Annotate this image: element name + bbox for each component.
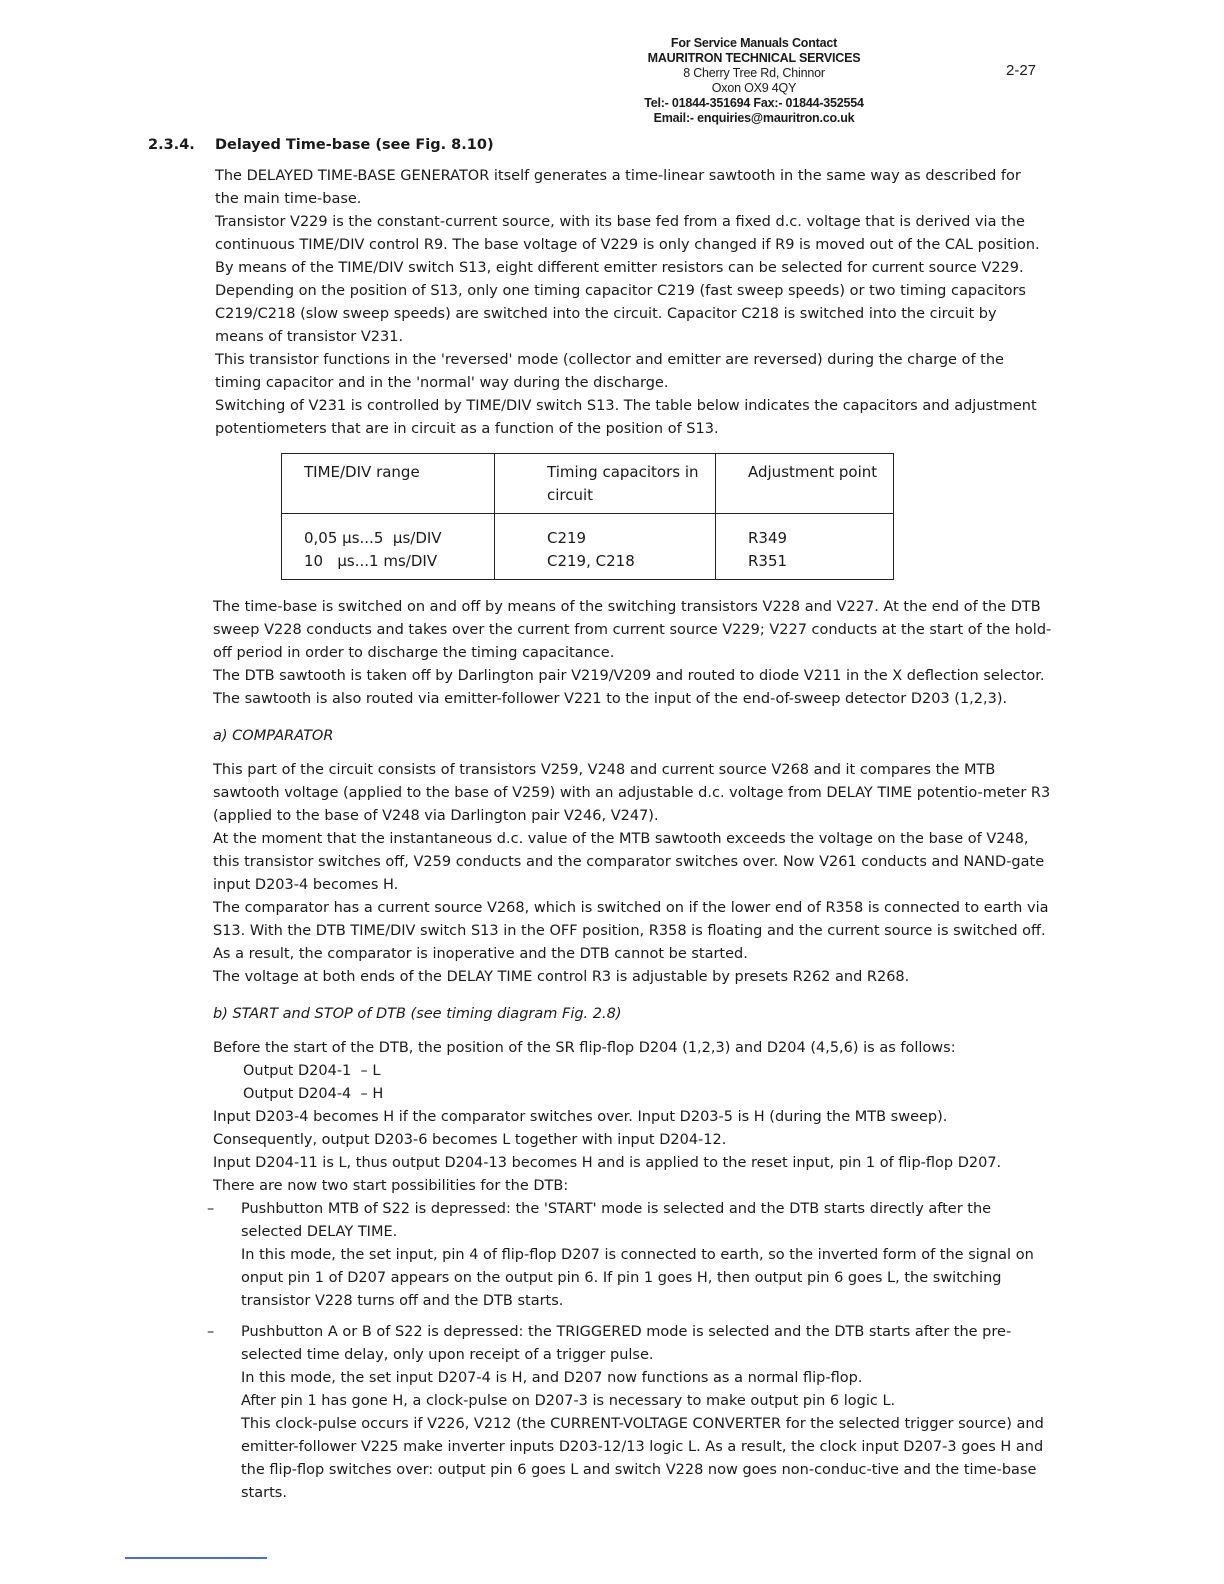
paragraph: The time-base is switched on and off by means of the switching transistors V228 and V227. At the end of the DTB sweep V228 conducts and takes over the current from current source V229; V227 conducts at the start of the hold-off period in order to discharge the timing capacitance. [213, 599, 1052, 661]
main-text [207, 596, 1053, 1505]
table-row [282, 514, 894, 580]
bullet-text: This clock-pulse occurs if V226, V212 (the CURRENT-VOLTAGE CONVERTER for the selected trigger source) and emitter-follower V225 make inverter inputs D203-12/13 logic L. As a result, the clock input D207-3 goes H and the flip-flop switches over: output pin 6 goes L and switch V228 now goes non-conduc-tive and the time-base starts. [241, 1416, 1044, 1501]
header-phone-fax: Tel:- 01844-351694 Fax:- 01844-352554 [644, 96, 864, 110]
bullet-text: Pushbutton MTB of S22 is depressed: the 'START' mode is selected and the DTB starts directly after the selected DELAY TIME. [241, 1201, 992, 1240]
contact-header [620, 36, 888, 126]
comparator-heading: a) COMPARATOR [213, 728, 334, 744]
table-cell: C219 [547, 529, 587, 547]
paragraph: The DTB sawtooth is taken off by Darlington pair V219/V209 and routed to diode V211 in the X deflection selector. The sawtooth is also routed via emitter-follower V221 to the input of the end-of-sweep detector D203 (1,2,3). [213, 668, 1045, 707]
section-title: Delayed Time-base (see Fig. 8.10) [215, 137, 494, 153]
output-line: Output D204-4 – H [243, 1086, 384, 1102]
bullet-dash: – [207, 1201, 215, 1217]
bullet-text: After pin 1 has gone H, a clock-pulse on D207-3 is necessary to make output pin 6 logic L. [241, 1393, 896, 1409]
paragraph: Input D203-4 becomes H if the comparator switches over. Input D203-5 is H (during the MTB sweep). [213, 1109, 948, 1125]
table-header-row [282, 454, 894, 514]
paragraph: The DELAYED TIME-BASE GENERATOR itself generates a time-linear sawtooth in the same way as described for the main time-base. [215, 168, 1021, 207]
bullet-text: In this mode, the set input, pin 4 of flip-flop D207 is connected to earth, so the inverted form of the signal on onput pin 1 of D207 appears on the output pin 6. If pin 1 goes H, then output pin 6 goes L, the switching transistor V228 turns off and the DTB starts. [241, 1247, 1034, 1309]
header-address-town: Oxon OX9 4QY [711, 81, 797, 95]
intro-text [215, 165, 1045, 441]
paragraph: At the moment that the instantaneous d.c. value of the MTB sawtooth exceeds the voltage on the base of V248, this transistor switches off, V259 conducts and the comparator switches over. Now V261 conducts and NAND-gate input D203-4 becomes H. [213, 831, 1045, 893]
paragraph: Consequently, output D203-6 becomes L together with input D204-12. [213, 1132, 727, 1148]
footnote-rule [125, 1557, 267, 1559]
list-item [207, 1321, 1053, 1505]
paragraph: This part of the circuit consists of transistors V259, V248 and current source V268 and it compares the MTB sawtooth voltage (applied to the base of V259) with an adjustable d.c. voltage from DELAY TIME potentio-meter R3 (applied to the base of V248 via Darlington pair V246, V247). [213, 762, 1051, 824]
bullet-dash: – [207, 1324, 215, 1340]
header-address-street: 8 Cherry Tree Rd, Chinnor [683, 66, 825, 80]
section-number: 2.3.4. [148, 137, 195, 153]
table-cell-group [495, 514, 716, 580]
output-line: Output D204-1 – L [243, 1063, 381, 1079]
table-cell: R349 [748, 529, 788, 547]
header-line: For Service Manuals Contact [670, 36, 838, 50]
header-company: MAURITRON TECHNICAL SERVICES [647, 51, 861, 65]
table-header-cell: Timing capacitors in circuit [495, 454, 716, 514]
paragraph: Input D204-11 is L, thus output D204-13 becomes H and is applied to the reset input, pin 1 of flip-flop D207. [213, 1155, 1002, 1171]
table-header-cell: Adjustment point [716, 454, 894, 514]
table-cell: C219, C218 [547, 552, 635, 570]
table-cell-group [282, 514, 495, 580]
start-stop-heading: b) START and STOP of DTB (see timing diagram Fig. 2.8) [213, 1006, 622, 1022]
table-header-cell: TIME/DIV range [282, 454, 495, 514]
table-cell-group [716, 514, 894, 580]
table-cell: 0,05 µs...5 µs/DIV [304, 529, 442, 547]
paragraph: The voltage at both ends of the DELAY TIME control R3 is adjustable by presets R262 and R268. [213, 969, 910, 985]
table-cell: 10 µs...1 ms/DIV [304, 552, 438, 570]
capacitor-table [281, 453, 894, 580]
paragraph: Before the start of the DTB, the position of the SR flip-flop D204 (1,2,3) and D204 (4,5,6) is as follows: [213, 1040, 956, 1056]
paragraph: This transistor functions in the 'reversed' mode (collector and emitter are reversed) during the charge of the timing capacitor and in the 'normal' way during the discharge. [215, 352, 1004, 391]
page-number: 2-27 [1006, 62, 1037, 79]
paragraph: The comparator has a current source V268, which is switched on if the lower end of R358 is connected to earth via S13. With the DTB TIME/DIV switch S13 in the OFF position, R358 is floating and the current source is switched off. As a result, the comparator is inoperative and the DTB cannot be started. [213, 900, 1049, 962]
paragraph: Switching of V231 is controlled by TIME/DIV switch S13. The table below indicates the capacitors and adjustment potentiometers that are in circuit as a function of the position of S13. [215, 398, 1037, 437]
header-email: Email:- enquiries@mauritron.co.uk [653, 111, 855, 125]
bullet-text: In this mode, the set input D207-4 is H, and D207 now functions as a normal flip-flop. [241, 1370, 863, 1386]
table-cell: R351 [748, 552, 788, 570]
paragraph: There are now two start possibilities for the DTB: [213, 1178, 569, 1194]
bullet-text: Pushbutton A or B of S22 is depressed: the TRIGGERED mode is selected and the DTB starts after the pre-selected time delay, only upon receipt of a trigger pulse. [241, 1324, 1012, 1363]
paragraph: Transistor V229 is the constant-current source, with its base fed from a fixed d.c. voltage that is derived via the continuous TIME/DIV control R9. The base voltage of V229 is only changed if R9 is moved out of the CAL position. By means of the TIME/DIV switch S13, eight different emitter resistors can be selected for current source V229. Depending on the position of S13, only one timing capacitor C219 (fast sweep speeds) or two timing capacitors C219/C218 (slow sweep speeds) are switched into the circuit. Capacitor C218 is switched into the circuit by means of transistor V231. [215, 214, 1040, 345]
list-item [207, 1198, 1053, 1313]
